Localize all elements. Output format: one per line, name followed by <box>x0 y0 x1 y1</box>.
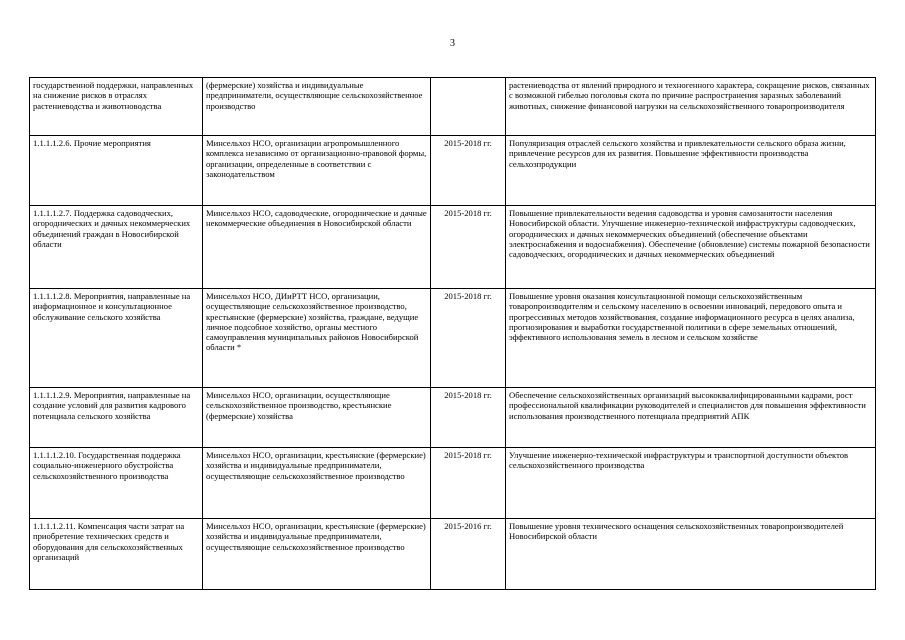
expected-result-cell: Повышение привлекательности ведения садоводства и уровня самозанятости населения Новосибирской области. Улучшение инженерно-технической инфраструктуры садоводческих, огороднических и дачных некоммерческих объединений (обеспечение объектами электроснабжения и водоснабжения). Обеспечение (обновление) системы пожарной безопасности садоводческих, огороднических и дачных некоммерческих объединений <box>506 206 876 289</box>
measure-name-cell: 1.1.1.1.2.6. Прочие мероприятия <box>30 136 203 206</box>
page-number: 3 <box>450 38 455 49</box>
measure-name-cell: 1.1.1.1.2.11. Компенсация части затрат на приобретение технических средств и оборудования для сельскохозяйственных организаций <box>30 519 203 590</box>
period-cell: 2015-2018 гг. <box>431 206 506 289</box>
expected-result-cell: растениеводства от явлений природного и техногенного характера, сокращение рисков, связанных с возможной гибелью поголовья скота по причине распространения заразных заболеваний животных, снижение финансовой нагрузки на сельскохозяйственного товаропроизводителя <box>506 78 876 136</box>
measure-name-cell: 1.1.1.1.2.9. Мероприятия, направленные на создание условий для развития кадрового потенциала сельского хозяйства <box>30 388 203 448</box>
measure-name-cell: 1.1.1.1.2.8. Мероприятия, направленные на информационное и консультационное обслуживание сельского хозяйства <box>30 289 203 388</box>
expected-result-cell: Повышение уровня оказания консультационной помощи сельскохозяйственным товаропроизводителям и сельскому населению в освоении инноваций, передового опыта и прогрессивных методов хозяйствования, создание информационного ресурса в целях анализа, прогнозирования и выработки государственной политики в сфере земельных отношений, эффективного использования земель в лесном и сельском хозяйстве <box>506 289 876 388</box>
executors-cell: Минсельхоз НСО, организации, крестьянские (фермерские) хозяйства и индивидуальные предприниматели, осуществляющие сельскохозяйственное производство <box>203 519 431 590</box>
expected-result-cell: Повышение уровня технического оснащения сельскохозяйственных товаропроизводителей Новосибирской области <box>506 519 876 590</box>
period-cell: 2015-2018 гг. <box>431 388 506 448</box>
executors-cell: Минсельхоз НСО, организации агропромышленного комплекса независимо от организационно-правовой формы, организации, определенные в соответствии с законодательством <box>203 136 431 206</box>
period-cell: 2015-2018 гг. <box>431 448 506 519</box>
measure-name-cell: 1.1.1.1.2.7. Поддержка садоводческих, огороднических и дачных некоммерческих объединений граждан в Новосибирской области <box>30 206 203 289</box>
table-row <box>30 519 876 590</box>
table-row <box>30 78 876 136</box>
executors-cell: (фермерские) хозяйства и индивидуальные предприниматели, осуществляющие сельскохозяйственное производство <box>203 78 431 136</box>
executors-cell: Минсельхоз НСО, ДИиРТТ НСО, организации, осуществляющие сельскохозяйственное производство, крестьянские (фермерские) хозяйства, граждане, ведущие личное подсобное хозяйство, органы местного самоуправления муниципальных районов Новосибирской области * <box>203 289 431 388</box>
executors-cell: Минсельхоз НСО, садоводческие, огороднические и дачные некоммерческие объединения в Новосибирской области <box>203 206 431 289</box>
table-row <box>30 136 876 206</box>
measure-name-cell: государственной поддержки, направленных на снижение рисков в отраслях растениеводства и животноводства <box>30 78 203 136</box>
period-cell <box>431 78 506 136</box>
expected-result-cell: Обеспечение сельскохозяйственных организаций высококвалифицированными кадрами, рост профессиональной квалификации руководителей и специалистов для повышения эффективности использования производственного потенциала предприятий АПК <box>506 388 876 448</box>
period-cell: 2015-2018 гг. <box>431 136 506 206</box>
executors-cell: Минсельхоз НСО, организации, крестьянские (фермерские) хозяйства и индивидуальные предприниматели, осуществляющие сельскохозяйственное производство <box>203 448 431 519</box>
table-row <box>30 448 876 519</box>
measure-name-cell: 1.1.1.1.2.10. Государственная поддержка социально-инженерного обустройства сельскохозяйственного производства <box>30 448 203 519</box>
table-row <box>30 388 876 448</box>
period-cell: 2015-2018 гг. <box>431 289 506 388</box>
period-cell: 2015-2016 гг. <box>431 519 506 590</box>
executors-cell: Минсельхоз НСО, организации, осуществляющие сельскохозяйственное производство, крестьянские (фермерские) хозяйства <box>203 388 431 448</box>
measures-table <box>29 77 876 590</box>
expected-result-cell: Популяризация отраслей сельского хозяйства и привлекательности сельского образа жизни, привлечение ресурсов для их развития. Повышение эффективности производства сельхозпродукции <box>506 136 876 206</box>
table-row <box>30 289 876 388</box>
expected-result-cell: Улучшение инженерно-технической инфраструктуры и транспортной доступности объектов сельскохозяйственного производства <box>506 448 876 519</box>
table-row <box>30 206 876 289</box>
